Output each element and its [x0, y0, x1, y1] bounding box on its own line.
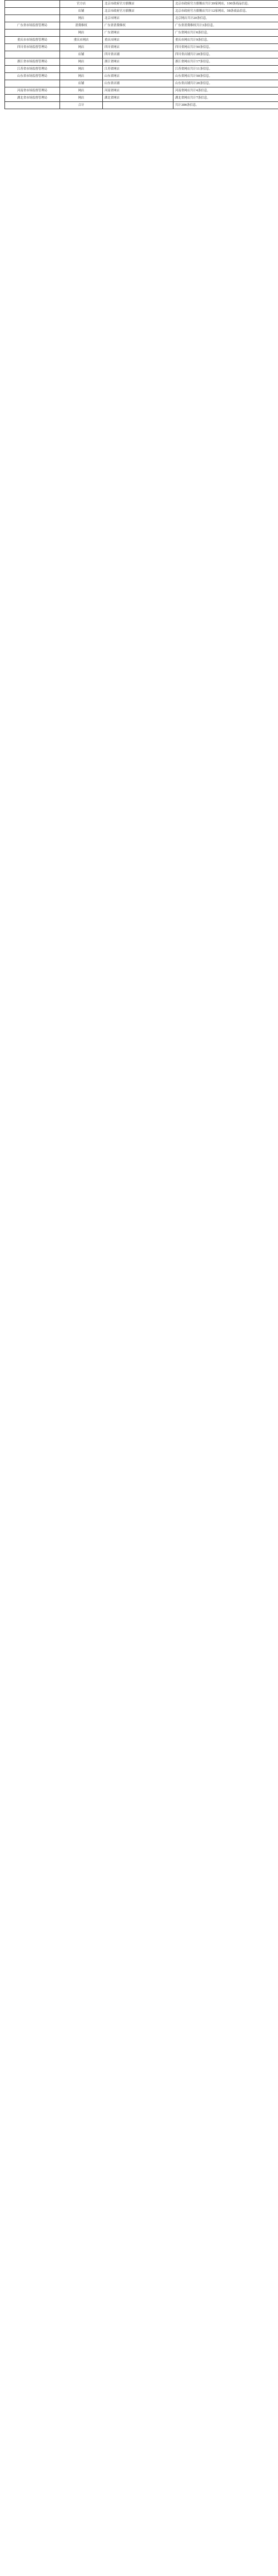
table-cell: 四川省网店	[103, 44, 173, 51]
table-cell	[5, 1, 60, 8]
table-cell: 河南省市场监督管理局	[5, 87, 60, 95]
table-cell: 四川省店铺	[103, 51, 173, 58]
table-cell	[5, 30, 60, 37]
table-row	[5, 51, 278, 58]
table-row	[5, 73, 278, 80]
table-cell: 北京市网店	[103, 15, 173, 22]
table-cell: 四川省网店共计50条信息。	[173, 44, 278, 51]
table-cell: 浙江省市场监督管理局	[5, 58, 60, 66]
table-row	[5, 66, 278, 73]
table-row	[5, 1, 278, 8]
table-cell: 北京市政府官方旗舰店	[103, 1, 173, 8]
table-cell: 网店	[60, 58, 103, 66]
table-cell: 四川省店铺共计28条信息。	[173, 51, 278, 58]
table-cell: 官方店	[60, 1, 103, 8]
table-cell	[5, 51, 60, 58]
table-cell: 重庆市市场监督管理局	[5, 37, 60, 44]
table-cell: 网店	[60, 73, 103, 80]
table-row	[5, 8, 278, 15]
table-cell: 山东省网店共计58条信息。	[173, 73, 278, 80]
table-cell	[103, 102, 173, 109]
table-cell: 网店	[60, 95, 103, 102]
table-cell: 江苏省网店共计11条信息。	[173, 66, 278, 73]
listing-table	[4, 0, 278, 109]
table-row	[5, 22, 278, 30]
table-cell: 广东省市场监督管理局	[5, 22, 60, 30]
table-row	[5, 15, 278, 22]
table-row	[5, 44, 278, 51]
table-cell: 山东省市场监督管理局	[5, 73, 60, 80]
table-cell: 广东省消费维权共计3条信息。	[173, 22, 278, 30]
table-cell: 网店	[60, 15, 103, 22]
table-cell: 广东省网店	[103, 30, 173, 37]
table-cell	[5, 102, 60, 109]
table-cell: 浙江省网店共计17条信息。	[173, 58, 278, 66]
table-cell: 重庆市网店	[103, 37, 173, 44]
table-row	[5, 37, 278, 44]
table-cell: 山东省店铺	[103, 80, 173, 87]
table-cell: 店铺	[60, 80, 103, 87]
table-cell	[5, 15, 60, 22]
table-cell: 网店	[60, 30, 103, 37]
table-cell: 广东省网店共计6条信息。	[173, 30, 278, 37]
table-cell: 河南省网店	[103, 87, 173, 95]
table-cell: 江苏省网店	[103, 66, 173, 73]
table-row	[5, 87, 278, 95]
table-cell: 北京市政府官方旗舰店	[103, 8, 173, 15]
table-cell: 北京市政府官方旗舰店共计39家网店，100条商品信息。	[173, 1, 278, 8]
table-cell: 网店	[60, 44, 103, 51]
table-cell: 山东省网店	[103, 73, 173, 80]
table-cell: 山东省店铺共计26条信息。	[173, 80, 278, 87]
table-cell: 湖北省市场监督管理局	[5, 95, 60, 102]
table-cell: 店铺	[60, 8, 103, 15]
table-cell: 江苏省市场监督管理局	[5, 66, 60, 73]
table-cell: 重庆市网店	[60, 37, 103, 44]
table-cell: 北京市政府官方旗舰店共计12家网店，58条商品信息。	[173, 8, 278, 15]
table-cell: 北京网店共计20条信息。	[173, 15, 278, 22]
table-row	[5, 30, 278, 37]
table-cell	[5, 8, 60, 15]
table-row	[5, 58, 278, 66]
table-cell: 湖北省网店	[103, 95, 173, 102]
table-cell: 消费维权	[60, 22, 103, 30]
table-cell: 重庆市网店共计9条信息。	[173, 37, 278, 44]
table-cell	[5, 80, 60, 87]
table-row	[5, 102, 278, 109]
table-row	[5, 80, 278, 87]
table-cell: 合计	[60, 102, 103, 109]
table-cell: 河南省网店共计4条信息。	[173, 87, 278, 95]
table-cell: 店铺	[60, 51, 103, 58]
table-row	[5, 95, 278, 102]
table-cell: 湖北省网店共计7条信息。	[173, 95, 278, 102]
table-cell: 广东省消费维权	[103, 22, 173, 30]
table-cell: 网店	[60, 87, 103, 95]
table-cell: 浙江省网店	[103, 58, 173, 66]
table-cell: 四川省市场监督管理局	[5, 44, 60, 51]
table-cell: 网店	[60, 66, 103, 73]
table-cell: 共计386条信息。	[173, 102, 278, 109]
